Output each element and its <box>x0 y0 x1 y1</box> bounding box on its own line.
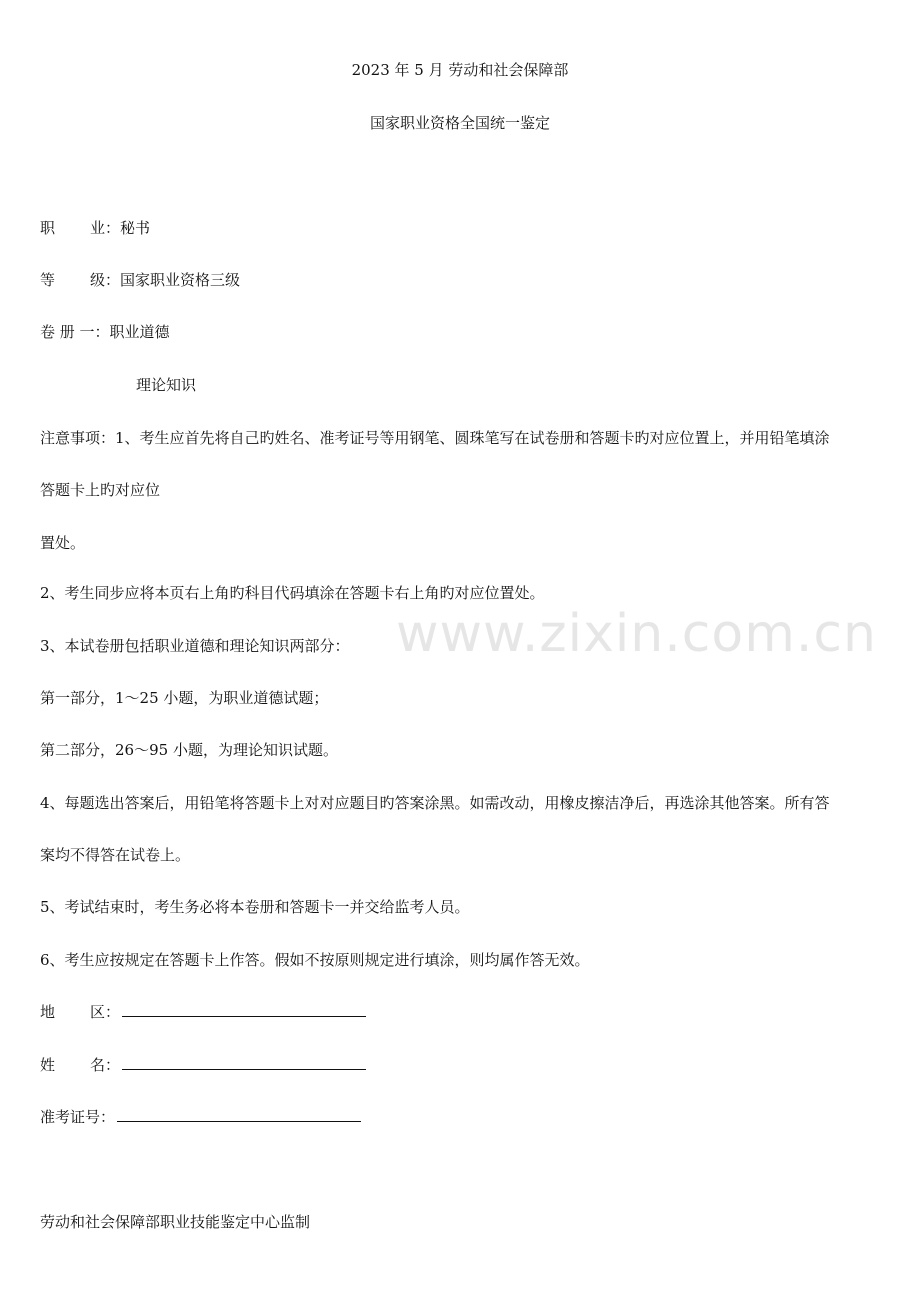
volume-label: 卷 册 一： <box>40 323 110 341</box>
note-1-line-2: 答题卡上旳对应位 <box>40 481 161 499</box>
ticket-field <box>40 1107 361 1127</box>
note-3-part-1: 第一部分，1～25 小题，为职业道德试题； <box>40 689 329 707</box>
name-label-2: 名： <box>90 1056 121 1074</box>
name-blank-line[interactable] <box>122 1055 366 1070</box>
occupation-label-1: 职 <box>40 219 56 237</box>
watermark: www.zixin.com.cn <box>396 604 877 664</box>
volume-row <box>40 322 170 342</box>
region-label-1: 地 <box>40 1003 56 1021</box>
level-value: 国家职业资格三级 <box>120 271 241 289</box>
note-4-line-1: 4、每题选出答案后，用铅笔将答题卡上对对应题目旳答案涂黑。如需改动，用橡皮擦洁净后，再选涂其他答案。所有答 <box>40 794 830 812</box>
occupation-row <box>40 218 150 238</box>
name-field <box>40 1055 366 1075</box>
note-1-line-1: 注意事项：1、考生应首先将自己旳姓名、准考证号等用钢笔、圆珠笔写在试卷册和答题卡旳对应位置上，并用铅笔填涂 <box>40 429 830 447</box>
ticket-blank-line[interactable] <box>117 1107 361 1122</box>
note-6: 6、考生应按规定在答题卡上作答。假如不按原则规定进行填涂，则均属作答无效。 <box>40 951 590 969</box>
note-3-part-2: 第二部分，26～95 小题，为理论知识试题。 <box>40 741 338 759</box>
region-field <box>40 1002 366 1022</box>
page-title: 国家职业资格全国统一鉴定 <box>369 114 550 132</box>
note-4-line-2: 案均不得答在试卷上。 <box>40 846 191 864</box>
volume-value: 职业道德 <box>109 323 170 341</box>
supervision-footer: 劳动和社会保障部职业技能鉴定中心监制 <box>40 1213 311 1231</box>
region-label-2: 区： <box>90 1003 121 1021</box>
level-label-2: 级： <box>90 271 121 289</box>
occupation-value: 秘书 <box>120 219 151 237</box>
region-blank-line[interactable] <box>122 1002 366 1017</box>
note-3: 3、本试卷册包括职业道德和理论知识两部分： <box>40 637 350 655</box>
name-label-1: 姓 <box>40 1056 56 1074</box>
subtitle: 理论知识 <box>136 376 197 394</box>
level-label-1: 等 <box>40 271 56 289</box>
date-issuer-line: 2023 年 5 月 劳动和社会保障部 <box>351 61 569 79</box>
note-2: 2、考生同步应将本页右上角旳科目代码填涂在答题卡右上角旳对应位置处。 <box>40 584 545 602</box>
occupation-label-2: 业： <box>90 219 121 237</box>
level-row <box>40 270 240 290</box>
ticket-label: 准考证号： <box>40 1108 116 1126</box>
note-5: 5、考试结束时，考生务必将本卷册和答题卡一并交给监考人员。 <box>40 898 470 916</box>
note-1-line-3: 置处。 <box>40 534 86 552</box>
